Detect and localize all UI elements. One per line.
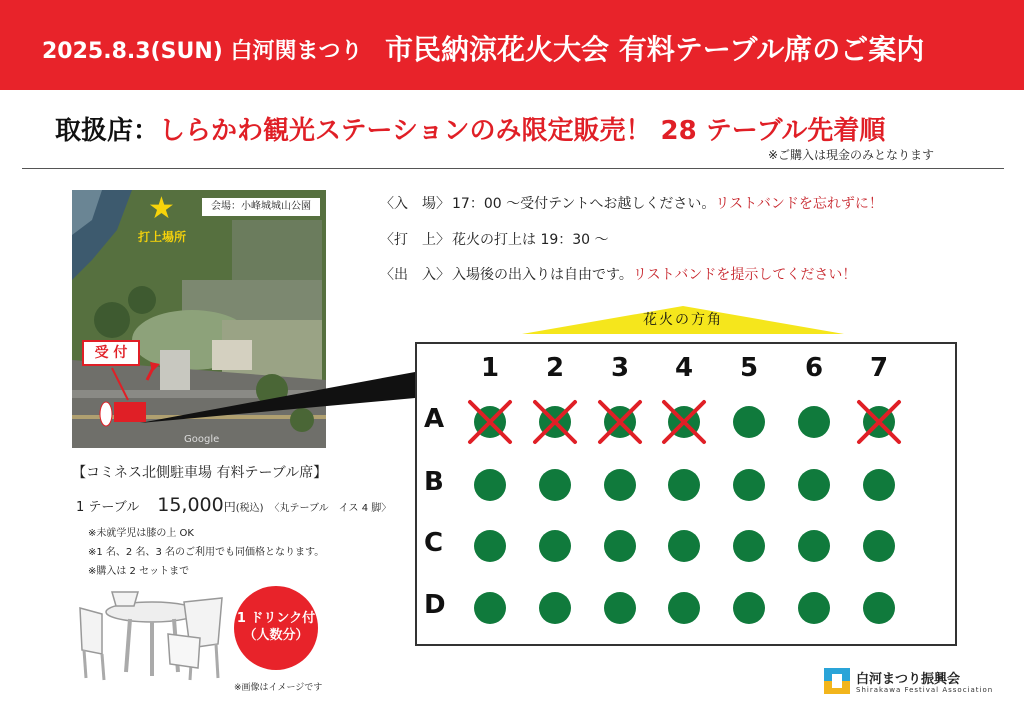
seat-C4 bbox=[668, 530, 700, 562]
row-label-D: D bbox=[424, 590, 446, 620]
info-entry-text: 17：00 ～受付テントへお越しください。 bbox=[452, 196, 716, 212]
seat-B6 bbox=[798, 469, 830, 501]
row-label-C: C bbox=[424, 528, 444, 558]
column-number-6: 6 bbox=[804, 353, 824, 383]
info-exit-label: 〈出 入〉 bbox=[380, 267, 450, 283]
info-entry-warning: リストバンドを忘れずに！ bbox=[715, 196, 883, 212]
seat-D5 bbox=[733, 592, 765, 624]
seat-D1 bbox=[474, 592, 506, 624]
map-aerial-image bbox=[72, 190, 326, 448]
price-tax: (税込) bbox=[235, 503, 264, 514]
price-row bbox=[76, 494, 391, 516]
info-exit-text: 入場後の出入りは自由です。 bbox=[452, 267, 633, 283]
venue-label: 会場：小峰城城山公園 bbox=[202, 198, 320, 216]
note-purchase-limit: ※購入は 2 セットまで bbox=[88, 566, 190, 577]
seat-B3 bbox=[604, 469, 636, 501]
image-note: ※画像はイメージです bbox=[234, 683, 323, 693]
seat-A6 bbox=[798, 406, 830, 438]
seat-D6 bbox=[798, 592, 830, 624]
info-entry-label: 〈入 場〉 bbox=[380, 196, 450, 212]
sold-x-icon-A1 bbox=[467, 399, 513, 445]
fireworks-direction-label: 花火の方角 bbox=[643, 312, 723, 328]
header-banner bbox=[0, 0, 1024, 90]
info-launch-text: 花火の打上は 19：30 ～ bbox=[452, 232, 609, 248]
seat-B7 bbox=[863, 469, 895, 501]
row-label-B: B bbox=[424, 467, 444, 497]
row-label-A: A bbox=[424, 404, 445, 434]
price-description: 〈丸テーブル イス 4 脚〉 bbox=[269, 503, 392, 514]
table-chairs-image bbox=[72, 584, 232, 684]
seat-B5 bbox=[733, 469, 765, 501]
seat-C7 bbox=[863, 530, 895, 562]
divider bbox=[22, 168, 1004, 169]
seat-C2 bbox=[539, 530, 571, 562]
info-launch bbox=[380, 229, 609, 249]
price-unit: 円 bbox=[223, 500, 236, 514]
column-number-7: 7 bbox=[869, 353, 889, 383]
cash-note: ※ご購入は現金のみとなります bbox=[768, 148, 935, 162]
drink-badge bbox=[234, 586, 318, 670]
seat-D2 bbox=[539, 592, 571, 624]
parking-title: 【コミネス北側駐車場 有料テーブル席】 bbox=[72, 465, 328, 481]
sold-x-icon-A4 bbox=[661, 399, 707, 445]
page-title: 市民納涼花火大会 有料テーブル席のご案内 bbox=[385, 33, 925, 66]
note-preschool: ※未就学児は膝の上 OK bbox=[88, 528, 194, 539]
column-number-4: 4 bbox=[674, 353, 694, 383]
column-number-1: 1 bbox=[480, 353, 500, 383]
column-number-3: 3 bbox=[610, 353, 630, 383]
note-same-price: ※1 名、2 名、3 名のご利用でも同価格となります。 bbox=[88, 547, 325, 558]
event-date: 2025.8.3(SUN) 白河関まつり bbox=[42, 39, 363, 64]
seat-D4 bbox=[668, 592, 700, 624]
price-label: 1 テーブル bbox=[76, 500, 140, 515]
sold-x-icon-A7 bbox=[856, 399, 902, 445]
venue-map bbox=[72, 190, 326, 448]
sold-x-icon-A3 bbox=[597, 399, 643, 445]
seat-C1 bbox=[474, 530, 506, 562]
sold-x-icon-A2 bbox=[532, 399, 578, 445]
shop-text: しらかわ観光ステーションのみ限定販売！ 28 テーブル先着順 bbox=[159, 116, 886, 146]
seat-C3 bbox=[604, 530, 636, 562]
info-exit-warning: リストバンドを提示してください！ bbox=[632, 267, 857, 283]
shop-label: 取扱店： bbox=[55, 116, 160, 146]
association-logo-icon bbox=[824, 668, 850, 694]
launch-star-icon: ★ bbox=[148, 191, 175, 226]
seat-B4 bbox=[668, 469, 700, 501]
google-watermark: Google bbox=[184, 434, 220, 445]
info-entry bbox=[380, 193, 883, 213]
seat-B2 bbox=[539, 469, 571, 501]
drink-line-2: （人数分） bbox=[243, 628, 309, 643]
column-number-2: 2 bbox=[545, 353, 565, 383]
seat-C6 bbox=[798, 530, 830, 562]
seat-D3 bbox=[604, 592, 636, 624]
info-exit bbox=[380, 264, 856, 284]
launch-site-label: 打上場所 bbox=[138, 230, 187, 244]
seat-C5 bbox=[733, 530, 765, 562]
column-number-5: 5 bbox=[739, 353, 759, 383]
reception-label: 受 付 bbox=[82, 340, 140, 366]
price-value: 15,000 bbox=[157, 494, 224, 516]
shop-line bbox=[55, 110, 885, 147]
seat-B1 bbox=[474, 469, 506, 501]
association-english: Shirakawa Festival Association bbox=[856, 686, 994, 694]
seat-D7 bbox=[863, 592, 895, 624]
seat-A5 bbox=[733, 406, 765, 438]
info-launch-label: 〈打 上〉 bbox=[380, 232, 450, 248]
drink-line-1: 1 ドリンク付 bbox=[236, 611, 316, 626]
association-name: 白河まつり振興会 bbox=[856, 672, 961, 687]
